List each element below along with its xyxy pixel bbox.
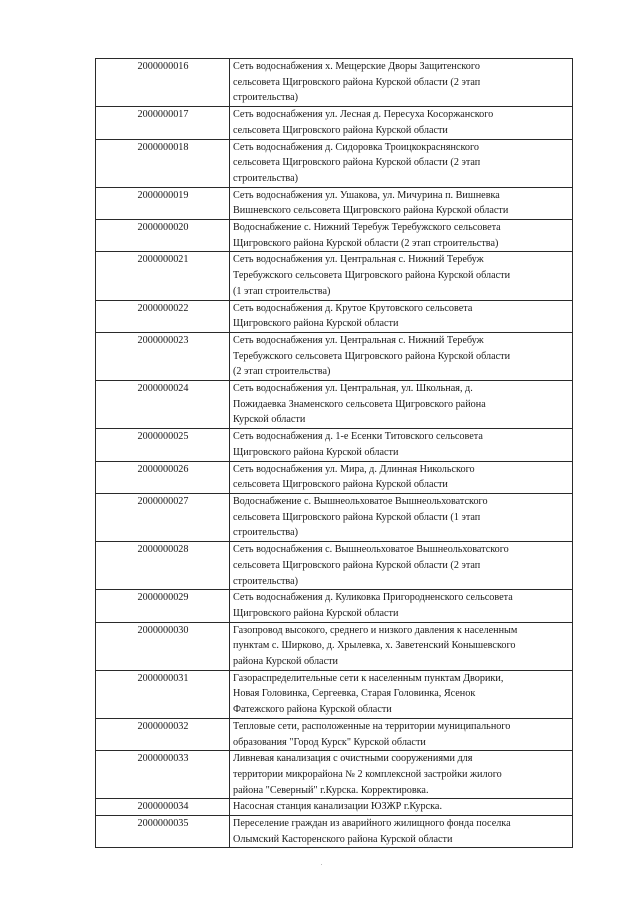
object-name-line: (1 этап строительства)	[233, 285, 331, 297]
object-code-cell: 2000000022	[96, 300, 230, 332]
object-code-cell: 2000000029	[96, 590, 230, 622]
object-name-line: строительства)	[233, 527, 299, 539]
object-name-cell	[230, 220, 573, 252]
object-name-line: района "Северный" г.Курска. Корректировка.	[233, 784, 429, 796]
object-name-line: Водоснабжение с. Нижний Теребуж Теребужского сельсовета	[233, 222, 501, 234]
object-name-line: Сеть водоснабжения д. 1-е Есенки Титовского сельсовета	[233, 431, 483, 443]
object-name-line: Водоснабжение с. Вышнеольховатое Вышнеольховатского	[233, 495, 488, 507]
object-registry-table	[95, 58, 573, 848]
object-code-cell: 2000000023	[96, 332, 230, 380]
object-name-line: Щигровского района Курской области (2 этап строительства)	[233, 237, 499, 249]
object-code-cell: 2000000035	[96, 816, 230, 848]
object-code-cell: 2000000018	[96, 139, 230, 187]
object-name-cell	[230, 332, 573, 380]
object-name-line: Теребужского сельсовета Щигровского района Курской области	[233, 270, 511, 282]
object-name-line: Олымский Касторенского района Курской области	[233, 833, 453, 845]
object-name-line: сельсовета Щигровского района Курской области	[233, 479, 448, 491]
object-name-cell	[230, 381, 573, 429]
object-name-line: Газопровод высокого, среднего и низкого давления к населенным	[233, 624, 518, 636]
object-code-cell: 2000000033	[96, 751, 230, 799]
table-row	[96, 493, 573, 541]
object-code-cell: 2000000032	[96, 718, 230, 750]
object-name-cell	[230, 816, 573, 848]
object-code-cell: 2000000017	[96, 107, 230, 139]
object-name-line: Насосная станция канализации ЮЗЖР г.Курска.	[233, 801, 443, 813]
table-row	[96, 461, 573, 493]
object-name-line: Сеть водоснабжения х. Мещерские Дворы Защитенского	[233, 61, 480, 72]
object-name-line: Курской области	[233, 414, 306, 426]
object-name-line: Щигровского района Курской области	[233, 446, 399, 458]
table-row	[96, 332, 573, 380]
object-code-cell: 2000000034	[96, 799, 230, 816]
object-code-cell: 2000000026	[96, 461, 230, 493]
object-name-line: строительства)	[233, 575, 299, 587]
object-name-cell	[230, 590, 573, 622]
object-name-line: Сеть водоснабжения ул. Ушакова, ул. Мичурина п. Вишневка	[233, 189, 500, 201]
table-row	[96, 139, 573, 187]
object-code-cell: 2000000028	[96, 542, 230, 590]
object-name-line: (2 этап строительства)	[233, 366, 331, 378]
object-name-line: строительства)	[233, 172, 299, 184]
object-code-cell: 2000000031	[96, 670, 230, 718]
table-row	[96, 187, 573, 219]
object-code-cell: 2000000019	[96, 187, 230, 219]
object-name-line: Сеть водоснабжения ул. Центральная с. Нижний Теребуж	[233, 334, 484, 346]
object-name-cell	[230, 670, 573, 718]
object-code-cell: 2000000021	[96, 252, 230, 300]
object-name-cell	[230, 461, 573, 493]
object-name-cell	[230, 59, 573, 107]
object-name-line: сельсовета Щигровского района Курской области (2 этап	[233, 157, 481, 169]
object-name-cell	[230, 799, 573, 816]
object-name-line: Теребужского сельсовета Щигровского района Курской области	[233, 350, 511, 362]
object-name-cell	[230, 622, 573, 670]
object-name-line: Сеть водоснабжения ул. Мира, д. Длинная Никольского	[233, 463, 475, 475]
object-name-line: Пожидаевка Знаменского сельсовета Щигровского района	[233, 398, 486, 410]
object-name-line: сельсовета Щигровского района Курской области (2 этап	[233, 559, 481, 571]
object-code-cell: 2000000024	[96, 381, 230, 429]
table-row	[96, 59, 573, 107]
object-name-cell	[230, 751, 573, 799]
object-name-line: Газораспределительные сети к населенным пунктам Дворики,	[233, 672, 504, 684]
object-code-cell: 2000000025	[96, 429, 230, 461]
object-name-line: Тепловые сети, расположенные на территории муниципального	[233, 720, 511, 732]
object-name-line: Щигровского района Курской области	[233, 318, 399, 330]
object-name-cell	[230, 107, 573, 139]
object-name-line: Сеть водоснабжения д. Крутое Крутовского сельсовета	[233, 302, 473, 314]
table-row	[96, 429, 573, 461]
object-name-line: сельсовета Щигровского района Курской области (1 этап	[233, 511, 481, 523]
object-name-line: Щигровского района Курской области	[233, 607, 399, 619]
object-name-cell	[230, 493, 573, 541]
object-name-cell	[230, 718, 573, 750]
table-row	[96, 799, 573, 816]
table-body	[96, 59, 573, 848]
object-name-cell	[230, 252, 573, 300]
object-name-line: Сеть водоснабжения д. Куликовка Пригородненского сельсовета	[233, 592, 513, 604]
object-code-cell: 2000000016	[96, 59, 230, 107]
table-row	[96, 590, 573, 622]
object-name-line: Сеть водоснабжения ул. Центральная, ул. Школьная, д.	[233, 383, 473, 395]
object-name-line: территории микрорайона № 2 комплексной застройки жилого	[233, 768, 502, 780]
table-row	[96, 622, 573, 670]
table-row	[96, 252, 573, 300]
object-name-line: Сеть водоснабжения ул. Лесная д. Пересуха Косоржанского	[233, 109, 494, 121]
table-row	[96, 670, 573, 718]
table-row	[96, 816, 573, 848]
object-code-cell: 2000000027	[96, 493, 230, 541]
object-name-cell	[230, 300, 573, 332]
object-name-line: Фатежского района Курской области	[233, 704, 392, 716]
page-speck	[321, 864, 322, 865]
table-row	[96, 220, 573, 252]
object-name-cell	[230, 429, 573, 461]
object-name-line: Переселение граждан из аварийного жилищного фонда поселка	[233, 818, 511, 830]
object-name-line: пунктам с. Ширково, д. Хрылевка, х. Заветенский Конышевского	[233, 640, 516, 652]
object-name-line: образования "Город Курск" Курской области	[233, 736, 426, 748]
object-name-line: Сеть водоснабжения ул. Центральная с. Нижний Теребуж	[233, 254, 484, 266]
table-row	[96, 107, 573, 139]
object-code-cell: 2000000030	[96, 622, 230, 670]
object-code-cell: 2000000020	[96, 220, 230, 252]
object-name-line: сельсовета Щигровского района Курской области	[233, 124, 448, 136]
table-row	[96, 718, 573, 750]
object-name-line: сельсовета Щигровского района Курской области (2 этап	[233, 76, 481, 88]
table-row	[96, 300, 573, 332]
table-row	[96, 381, 573, 429]
object-name-line: строительства)	[233, 92, 299, 104]
object-name-cell	[230, 187, 573, 219]
object-name-cell	[230, 139, 573, 187]
object-name-line: Ливневая канализация с очистными сооружениями для	[233, 753, 473, 765]
object-name-line: Сеть водоснабжения с. Вышнеольховатое Вышнеольховатского	[233, 544, 509, 556]
object-name-line: района Курской области	[233, 656, 338, 668]
object-name-cell	[230, 542, 573, 590]
table-row	[96, 542, 573, 590]
object-name-line: Вишневского сельсовета Щигровского района Курской области	[233, 205, 509, 217]
table-row	[96, 751, 573, 799]
object-name-line: Сеть водоснабжения д. Сидоровка Троицкокраснянского	[233, 141, 479, 153]
object-name-line: Новая Головинка, Сергеевка, Старая Головинка, Ясенок	[233, 688, 476, 700]
